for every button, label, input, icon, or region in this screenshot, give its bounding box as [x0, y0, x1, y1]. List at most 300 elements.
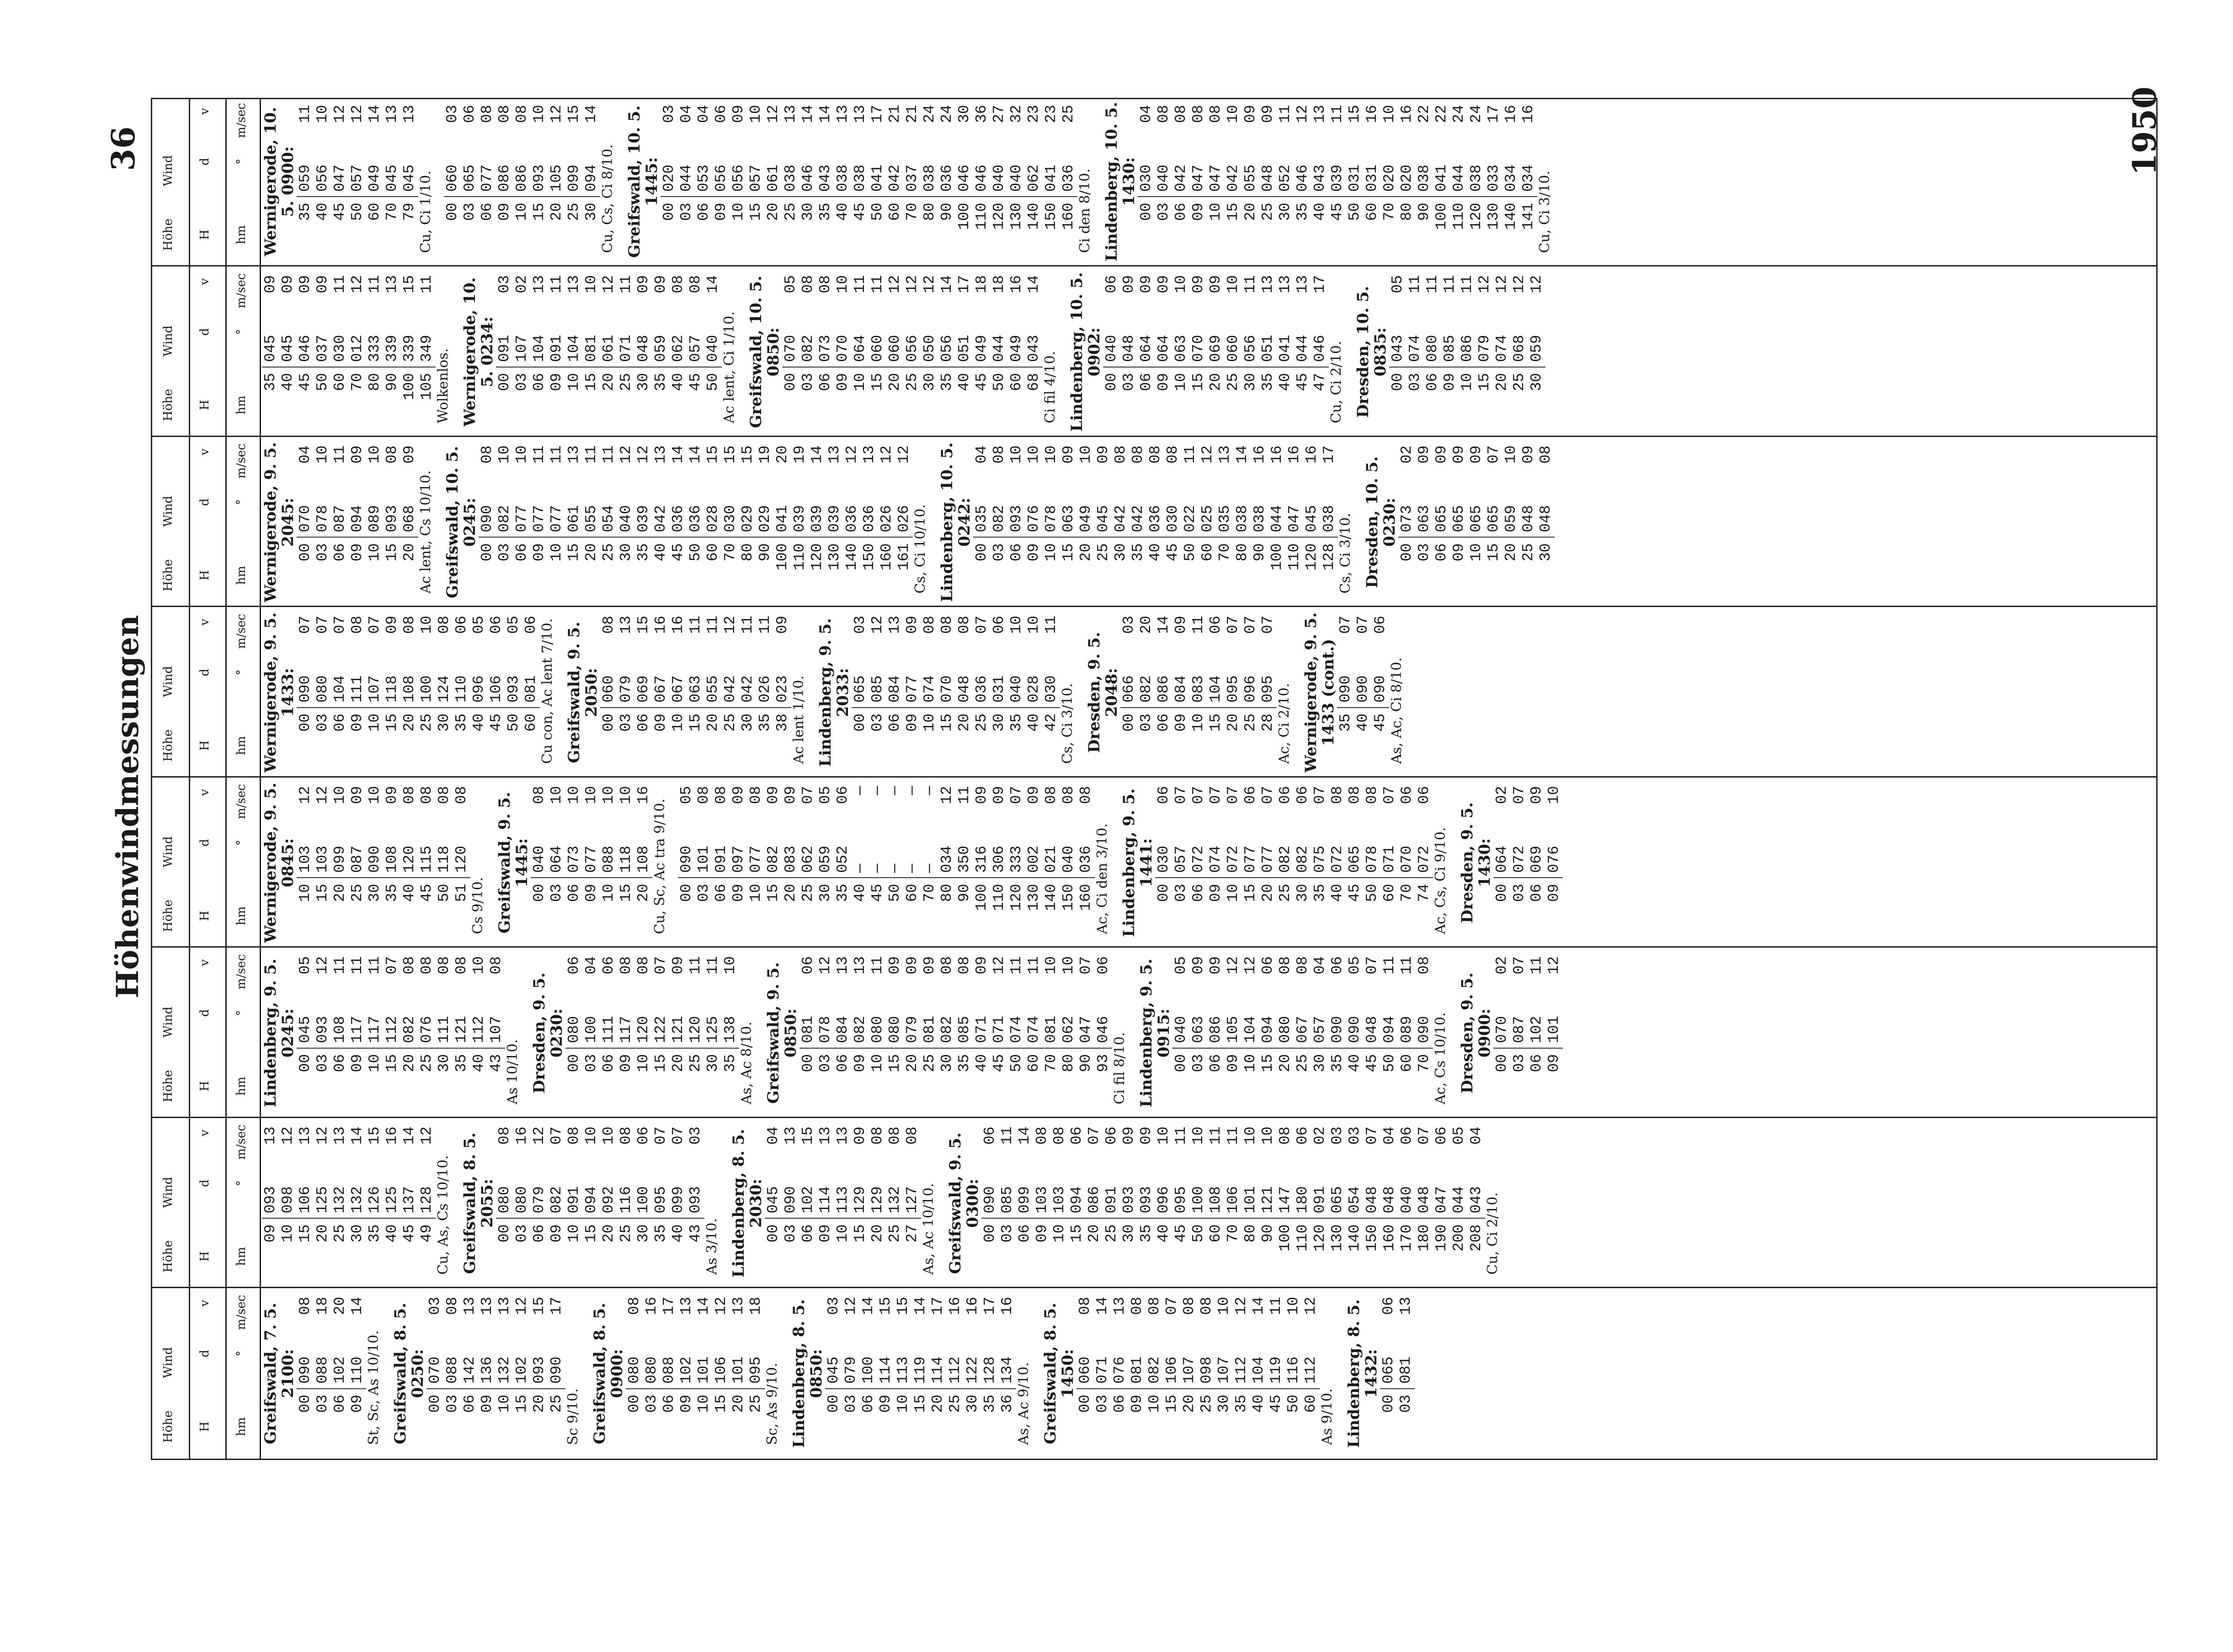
height-cell: 09	[730, 884, 747, 902]
speed-cell: 10	[600, 1126, 617, 1145]
speed-cell: 14	[687, 445, 704, 464]
height-cell: 50	[505, 714, 522, 732]
table-row	[1398, 953, 1416, 1114]
speed-cell: 04	[1381, 1126, 1398, 1145]
height-cell: 50	[1008, 1054, 1025, 1072]
table-row	[757, 612, 774, 773]
height-cell: 20	[1493, 373, 1510, 391]
station-block	[496, 782, 668, 943]
height-cell: 30	[1277, 203, 1294, 221]
height-cell: 35	[366, 1224, 383, 1243]
table-row	[635, 953, 652, 1114]
height-cell: 40	[1346, 1054, 1363, 1072]
speed-cell: 11	[366, 956, 383, 975]
page-title: Höhenwindmessungen	[110, 615, 145, 998]
table-row	[1528, 953, 1546, 1114]
direction-cell: 074	[1207, 818, 1225, 879]
direction-cell: 093	[1120, 1159, 1138, 1219]
table-row	[747, 782, 765, 943]
station-title: Lindenberg, 8. 5. 1432:	[1345, 1299, 1380, 1448]
table-row	[1485, 442, 1503, 603]
speed-cell: 13	[782, 105, 799, 123]
direction-cell: 077	[583, 818, 600, 879]
speed-cell: 08	[1346, 786, 1363, 805]
height-cell: 50	[436, 884, 453, 902]
table-row	[1537, 442, 1555, 603]
height-cell: 15	[687, 714, 704, 732]
table-row	[1511, 782, 1528, 943]
table-row	[1468, 101, 1485, 262]
table-row	[1259, 782, 1277, 943]
height-cell: 00	[1077, 1395, 1093, 1413]
speed-cell: 05	[782, 275, 799, 293]
height-cell: 20	[730, 1395, 747, 1413]
table-row	[973, 101, 991, 262]
direction-cell: 031	[991, 648, 1008, 708]
table-row	[799, 272, 817, 433]
speed-cell: 10	[1060, 956, 1077, 975]
table-row	[1468, 442, 1485, 603]
table-row	[809, 442, 826, 603]
height-cell: 45	[1364, 1054, 1380, 1072]
table-row	[366, 612, 384, 773]
speed-cell: 12	[279, 1126, 296, 1145]
height-cell: 130	[1025, 884, 1042, 911]
table-column	[262, 442, 2152, 603]
speed-cell: 12	[513, 1297, 530, 1315]
height-cell: 15	[618, 884, 634, 902]
header-hm: hm	[234, 1247, 248, 1266]
table-row	[1130, 442, 1147, 603]
height-cell: 03	[678, 203, 695, 221]
speed-cell: 08	[444, 1297, 461, 1315]
table-row	[765, 1123, 782, 1284]
direction-cell: 040	[1008, 648, 1025, 708]
speed-cell: 09	[1450, 445, 1467, 464]
direction-cell: 035	[1216, 478, 1234, 538]
height-cell: 03	[444, 1395, 461, 1413]
direction-cell: 082	[765, 818, 782, 879]
header-v: v	[198, 1300, 212, 1307]
direction-cell: 129	[869, 1159, 886, 1219]
height-cell: 105	[418, 373, 435, 400]
speed-cell: 15	[635, 616, 652, 634]
speed-cell: 10	[331, 786, 348, 805]
height-cell: 40	[670, 1224, 687, 1243]
direction-cell: 113	[895, 1329, 912, 1389]
height-cell: 20	[765, 203, 782, 221]
direction-cell: 078	[314, 478, 331, 538]
table-row	[1025, 272, 1043, 433]
speed-cell: 12	[349, 105, 366, 123]
speed-cell: 06	[600, 956, 617, 975]
header-hm: hm	[234, 736, 248, 755]
header-ms: m/sec	[234, 613, 248, 649]
table-row	[1286, 442, 1303, 603]
speed-cell: 07	[366, 616, 383, 634]
speed-cell: 12	[722, 616, 739, 634]
height-cell: 50	[349, 203, 366, 221]
direction-cell: 046	[1294, 137, 1311, 197]
height-cell: 25	[600, 543, 617, 562]
height-cell: 00	[1493, 1054, 1510, 1072]
direction-cell: 080	[1277, 988, 1294, 1049]
speed-cell: 12	[1294, 105, 1311, 123]
direction-cell: 074	[1407, 307, 1424, 368]
height-cell: 25	[973, 714, 990, 732]
height-cell: 25	[921, 1054, 938, 1072]
height-cell: 03	[643, 1395, 660, 1413]
speed-cell: 06	[1372, 616, 1389, 634]
direction-cell: 046	[799, 137, 817, 197]
speed-cell: 07	[1077, 956, 1094, 975]
height-cell: 60	[522, 714, 539, 732]
direction-cell: 020	[661, 137, 678, 197]
direction-cell: 120	[453, 818, 470, 879]
direction-cell: 057	[687, 307, 704, 368]
height-cell: 70	[1225, 1224, 1242, 1243]
table-row	[314, 612, 331, 773]
direction-cell: 035	[973, 478, 991, 538]
table-row	[331, 782, 349, 943]
speed-cell: 06	[834, 786, 851, 805]
table-row	[904, 272, 921, 433]
table-row	[1250, 1293, 1268, 1455]
header-wind: Wind	[161, 1007, 175, 1038]
direction-cell: 038	[1468, 137, 1485, 197]
speed-cell: 13	[1311, 105, 1328, 123]
height-cell: 00	[496, 373, 513, 391]
direction-cell: 100	[418, 648, 436, 708]
direction-cell: 063	[1172, 307, 1190, 368]
height-cell: 45	[1268, 1395, 1284, 1413]
table-row	[1060, 101, 1077, 262]
direction-cell: 044	[678, 137, 695, 197]
speed-cell: 08	[418, 956, 435, 975]
direction-cell: 036	[670, 478, 687, 538]
height-cell: 03	[991, 543, 1007, 562]
direction-cell: 044	[1294, 307, 1311, 368]
table-row	[531, 442, 548, 603]
speed-cell: 06	[1155, 786, 1172, 805]
speed-cell: 13	[730, 1297, 747, 1315]
height-cell: 208	[1468, 1224, 1485, 1252]
height-cell: 40	[1025, 714, 1042, 732]
direction-cell: 040	[704, 307, 722, 368]
height-cell: 35	[1311, 884, 1328, 902]
height-cell: 25	[904, 373, 921, 391]
table-row	[661, 101, 678, 262]
table-row	[1294, 953, 1311, 1114]
speed-cell: 13	[618, 616, 634, 634]
speed-cell: 08	[384, 445, 400, 464]
speed-cell: 17	[956, 275, 973, 293]
direction-cell: 069	[1528, 818, 1546, 879]
station-title: Greifswald, 7. 5. 2100:	[261, 1302, 297, 1444]
direction-cell: 099	[565, 137, 583, 197]
speed-cell: 17	[981, 1297, 998, 1315]
station-block	[461, 1123, 720, 1284]
table-row	[852, 1123, 869, 1284]
speed-cell: 04	[1138, 105, 1155, 123]
table-row	[1008, 272, 1025, 433]
speed-cell: 16	[1398, 105, 1415, 123]
speed-cell: 06	[635, 1126, 652, 1145]
direction-cell: 038	[834, 137, 852, 197]
direction-cell: 113	[834, 1159, 852, 1219]
speed-cell: 09	[1138, 275, 1155, 293]
direction-cell: 118	[618, 818, 635, 879]
direction-cell: 064	[548, 818, 565, 879]
speed-cell: 10	[583, 786, 600, 805]
direction-cell: 132	[349, 1159, 366, 1219]
table-row	[904, 101, 921, 262]
direction-cell: 122	[964, 1329, 981, 1389]
direction-cell: —	[852, 818, 869, 879]
table-row	[1016, 1123, 1034, 1284]
speed-cell: 09	[1095, 445, 1112, 464]
speed-cell: 08	[479, 105, 496, 123]
table-row	[670, 272, 687, 433]
speed-cell: 10	[1025, 445, 1042, 464]
height-cell: 60	[1207, 1224, 1224, 1243]
direction-cell: 082	[799, 307, 817, 368]
speed-cell: 12	[1225, 956, 1242, 975]
speed-cell: 08	[496, 1126, 513, 1145]
table-row	[1120, 1123, 1138, 1284]
direction-cell: 125	[384, 1159, 401, 1219]
height-cell: 200	[1450, 1224, 1467, 1252]
height-cell: 06	[600, 1054, 617, 1072]
speed-cell: 09	[1468, 445, 1485, 464]
height-cell: 15	[1190, 373, 1207, 391]
direction-cell: 082	[1294, 818, 1311, 879]
speed-cell: 30	[956, 105, 973, 123]
height-cell: 40	[1147, 543, 1164, 562]
table-row	[1190, 612, 1207, 773]
direction-cell: 074	[1008, 988, 1025, 1049]
height-cell: 09	[349, 714, 366, 732]
height-cell: 110	[1450, 203, 1467, 230]
height-cell: 100	[1433, 203, 1450, 230]
speed-cell: 09	[297, 275, 314, 293]
speed-cell: 20	[331, 1297, 348, 1315]
height-cell: 50	[1381, 1054, 1398, 1072]
speed-cell: 16	[670, 616, 687, 634]
table-row	[1086, 1123, 1103, 1284]
speed-cell: 12	[531, 1126, 548, 1145]
table-row	[436, 953, 453, 1114]
height-cell: 40	[1277, 373, 1294, 391]
height-cell: 00	[297, 714, 314, 732]
height-cell: 09	[1155, 373, 1172, 391]
speed-cell: 06	[1398, 1126, 1415, 1145]
table-row	[861, 442, 878, 603]
direction-cell: 097	[730, 818, 747, 879]
direction-cell: 094	[1259, 988, 1277, 1049]
speed-cell: 10	[1043, 445, 1060, 464]
direction-cell: 090	[1329, 988, 1346, 1049]
direction-cell: 086	[513, 137, 531, 197]
height-cell: 25	[1198, 1395, 1215, 1413]
height-cell: 00	[1389, 373, 1406, 391]
speed-cell: 14	[349, 1126, 366, 1145]
header-hm: hm	[234, 906, 248, 926]
direction-cell: 026	[757, 648, 774, 708]
table-column	[262, 782, 2152, 943]
height-cell: 20	[401, 714, 418, 732]
height-cell: 00	[297, 1395, 314, 1413]
speed-cell: 13	[565, 445, 582, 464]
speed-cell: 08	[1130, 445, 1146, 464]
height-cell: 60	[1199, 543, 1216, 562]
height-cell: 09	[1546, 884, 1562, 902]
table-row	[886, 101, 904, 262]
table-row	[765, 782, 782, 943]
direction-cell: 047	[1077, 988, 1095, 1049]
speed-cell: 08	[1207, 105, 1224, 123]
header-wind: Wind	[161, 1347, 175, 1378]
table-row	[1207, 272, 1225, 433]
height-cell: 00	[1398, 543, 1415, 562]
height-cell: 50	[314, 373, 331, 391]
direction-cell: 048	[1537, 478, 1555, 538]
direction-cell: 045	[297, 988, 314, 1049]
speed-cell: 07	[1337, 616, 1354, 634]
table-row	[331, 1293, 349, 1455]
speed-cell: 08	[1416, 956, 1433, 975]
speed-cell: 07	[973, 616, 990, 634]
height-cell: 25	[687, 1054, 704, 1072]
table-row	[1433, 1123, 1450, 1284]
station-block	[730, 1123, 937, 1284]
station-title: Dresden, 10. 5. 0835:	[1354, 286, 1390, 418]
direction-cell: 079	[531, 1159, 548, 1219]
height-cell: 70	[1043, 1054, 1060, 1072]
speed-cell: 09	[1060, 445, 1077, 464]
table-row	[1259, 1123, 1277, 1284]
height-cell: 03	[583, 1054, 600, 1072]
speed-cell: 07	[670, 1126, 687, 1145]
table-row	[1190, 101, 1207, 262]
height-cell: 10	[1172, 373, 1189, 391]
direction-cell: 057	[1311, 988, 1329, 1049]
table-row	[496, 442, 513, 603]
height-cell: 60	[366, 203, 383, 221]
table-row	[401, 782, 418, 943]
height-cell: 09	[349, 543, 366, 562]
speed-cell: 09	[852, 1126, 869, 1145]
speed-cell: 13	[384, 275, 400, 293]
speed-cell: 08	[1364, 786, 1380, 805]
height-cell: 25	[1259, 203, 1276, 221]
header-hoehe: Höhe	[161, 900, 175, 932]
speed-cell: 11	[531, 445, 548, 464]
table-row	[730, 1293, 747, 1455]
speed-cell: 12	[1476, 275, 1493, 293]
height-cell: 20	[583, 543, 600, 562]
height-cell: 09	[262, 1224, 279, 1243]
speed-cell: 16	[1364, 105, 1380, 123]
table-row	[531, 1123, 548, 1284]
header-h: H	[198, 1251, 212, 1262]
speed-cell: 16	[1303, 445, 1320, 464]
table-row	[297, 442, 314, 603]
table-row	[1025, 953, 1043, 1114]
height-cell: 60	[1008, 373, 1025, 391]
direction-cell: 040	[1155, 137, 1172, 197]
direction-cell: 107	[513, 307, 531, 368]
speed-cell: 10	[1155, 1126, 1172, 1145]
height-cell: 160	[878, 543, 895, 570]
height-cell: 06	[531, 373, 548, 391]
direction-cell: 062	[799, 818, 817, 879]
table-row	[496, 1123, 513, 1284]
speed-cell: 10	[1225, 275, 1242, 293]
header-hoehe: Höhe	[161, 559, 175, 592]
table-row	[488, 612, 505, 773]
height-cell: 27	[904, 1224, 921, 1243]
height-cell: 03	[314, 1395, 331, 1413]
table-row	[1468, 1123, 1485, 1284]
height-cell: 10	[366, 1054, 383, 1072]
speed-cell: 11	[618, 275, 634, 293]
table-row	[522, 612, 540, 773]
direction-cell: 055	[583, 478, 600, 538]
speed-cell: 12	[878, 445, 895, 464]
height-cell: 00	[765, 1224, 782, 1243]
height-cell: 25	[331, 1224, 348, 1243]
direction-cell: 030	[1138, 137, 1155, 197]
column-divider	[152, 266, 2156, 267]
table-row	[583, 953, 600, 1114]
direction-cell: 095	[652, 1159, 670, 1219]
height-cell: 60	[904, 884, 921, 902]
direction-cell: 070	[426, 1329, 444, 1389]
table-row	[852, 782, 869, 943]
direction-cell: 064	[1155, 307, 1172, 368]
speed-cell: 14	[1250, 1297, 1267, 1315]
speed-cell: 08	[453, 956, 470, 975]
table-row	[279, 1123, 297, 1284]
speed-cell: 08	[1181, 1297, 1198, 1315]
speed-cell: 07	[1511, 956, 1528, 975]
table-row	[262, 272, 279, 433]
table-row	[384, 442, 401, 603]
height-cell: 06	[635, 714, 652, 732]
table-row	[956, 101, 973, 262]
direction-cell: 349	[418, 307, 436, 368]
table-row	[921, 101, 938, 262]
table-row	[496, 1293, 513, 1455]
speed-cell: 24	[921, 105, 938, 123]
speed-cell: 21	[904, 105, 921, 123]
direction-cell: 045	[1095, 478, 1112, 538]
header-d: d	[198, 1179, 212, 1187]
speed-cell: —	[869, 786, 886, 795]
speed-cell: 09	[1416, 445, 1433, 464]
header-ms: m/sec	[234, 1124, 248, 1160]
height-cell: 00	[426, 1395, 443, 1413]
height-cell: 03	[513, 373, 530, 391]
table-row	[297, 272, 314, 433]
speed-cell: 08	[1077, 786, 1094, 805]
height-cell: 141	[1520, 203, 1537, 230]
cloud-note: As 3/10.	[704, 1218, 720, 1275]
table-row	[956, 612, 973, 773]
direction-cell: 094	[583, 137, 600, 197]
header-deg: °	[234, 1180, 248, 1186]
